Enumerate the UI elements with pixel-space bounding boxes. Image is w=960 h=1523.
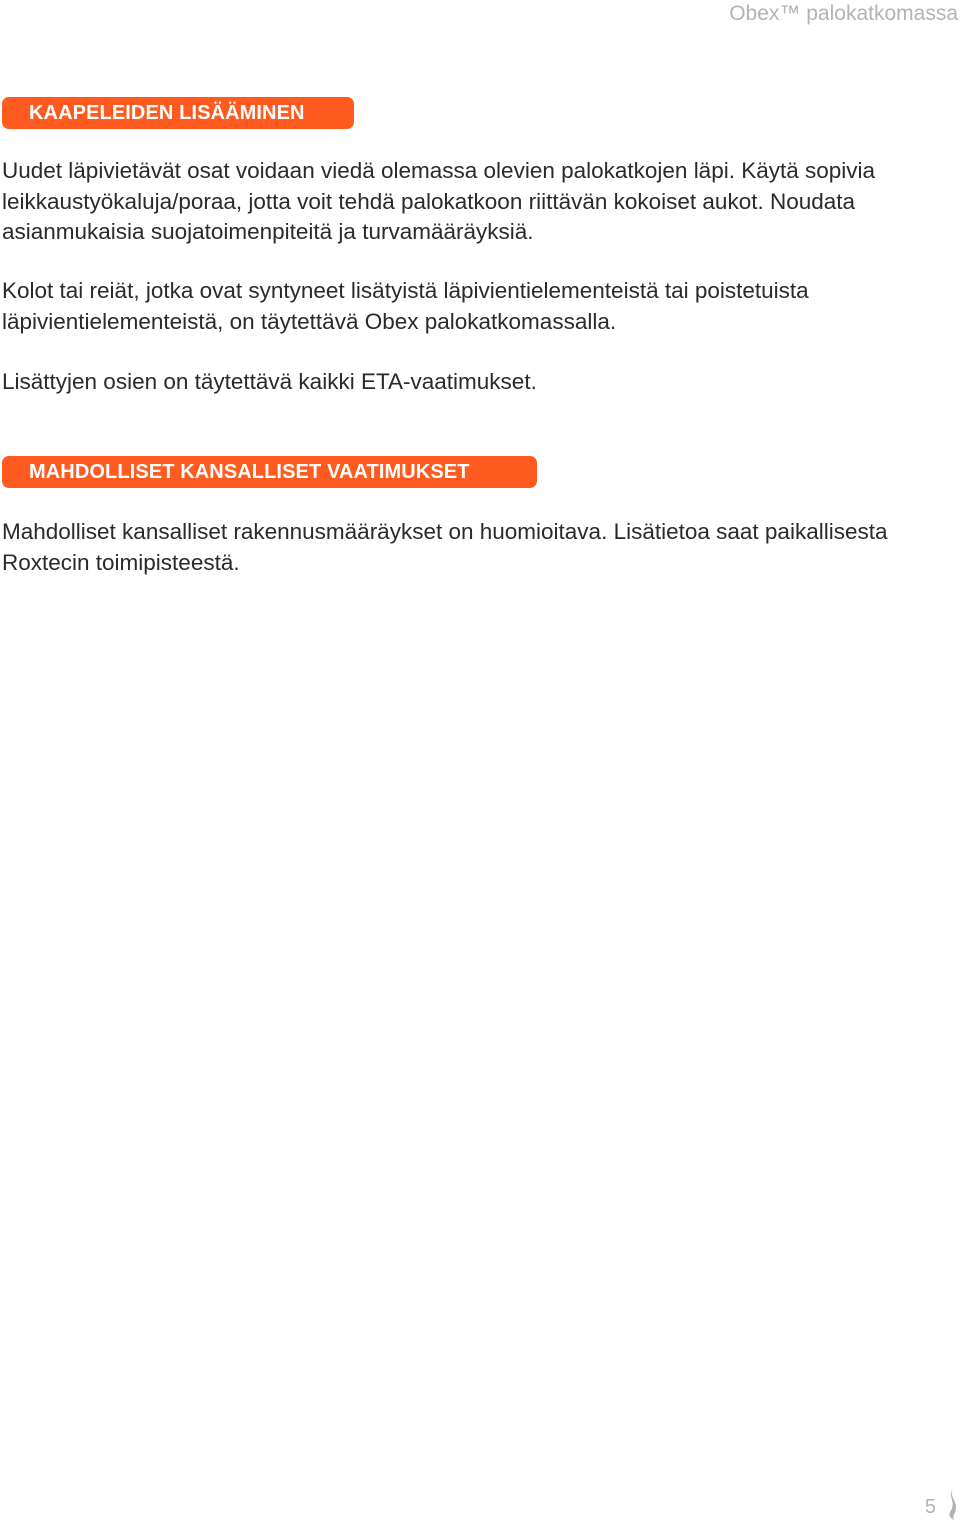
section-heading-national-requirements: MAHDOLLISET KANSALLISET VAATIMUKSET <box>2 456 537 488</box>
page-number: 5 <box>924 1496 936 1518</box>
running-header: Obex™ palokatkomassa <box>729 2 958 25</box>
paragraph-national-requirements: Mahdolliset kansalliset rakennusmääräykset on huomioitava. Lisätietoa saat paikallisesta Roxtecin toimipisteestä. <box>2 519 888 575</box>
paragraph-cable-addition-1: Uudet läpivietävät osat voidaan viedä olemassa olevien palokatkojen läpi. Käytä sopivia leikkaustyökaluja/poraa, jotta voit tehdä palokatkoon riittävän kokoiset aukot. Noudata asianmukaisia suojatoimenpiteitä ja turvamääräyksiä. <box>2 158 876 244</box>
paragraph-cable-addition-2: Kolot tai reiät, jotka ovat syntyneet lisätyistä läpivientielementeistä tai poistetuista läpivientielementeistä, on täytettävä Obex palokatkomassalla. <box>2 278 809 334</box>
roxtec-flame-icon <box>945 1487 959 1521</box>
section-heading-cable-addition: KAAPELEIDEN LISÄÄMINEN <box>2 97 354 129</box>
paragraph-cable-addition-3: Lisättyjen osien on täytettävä kaikki ETA-vaatimukset. <box>2 369 537 394</box>
